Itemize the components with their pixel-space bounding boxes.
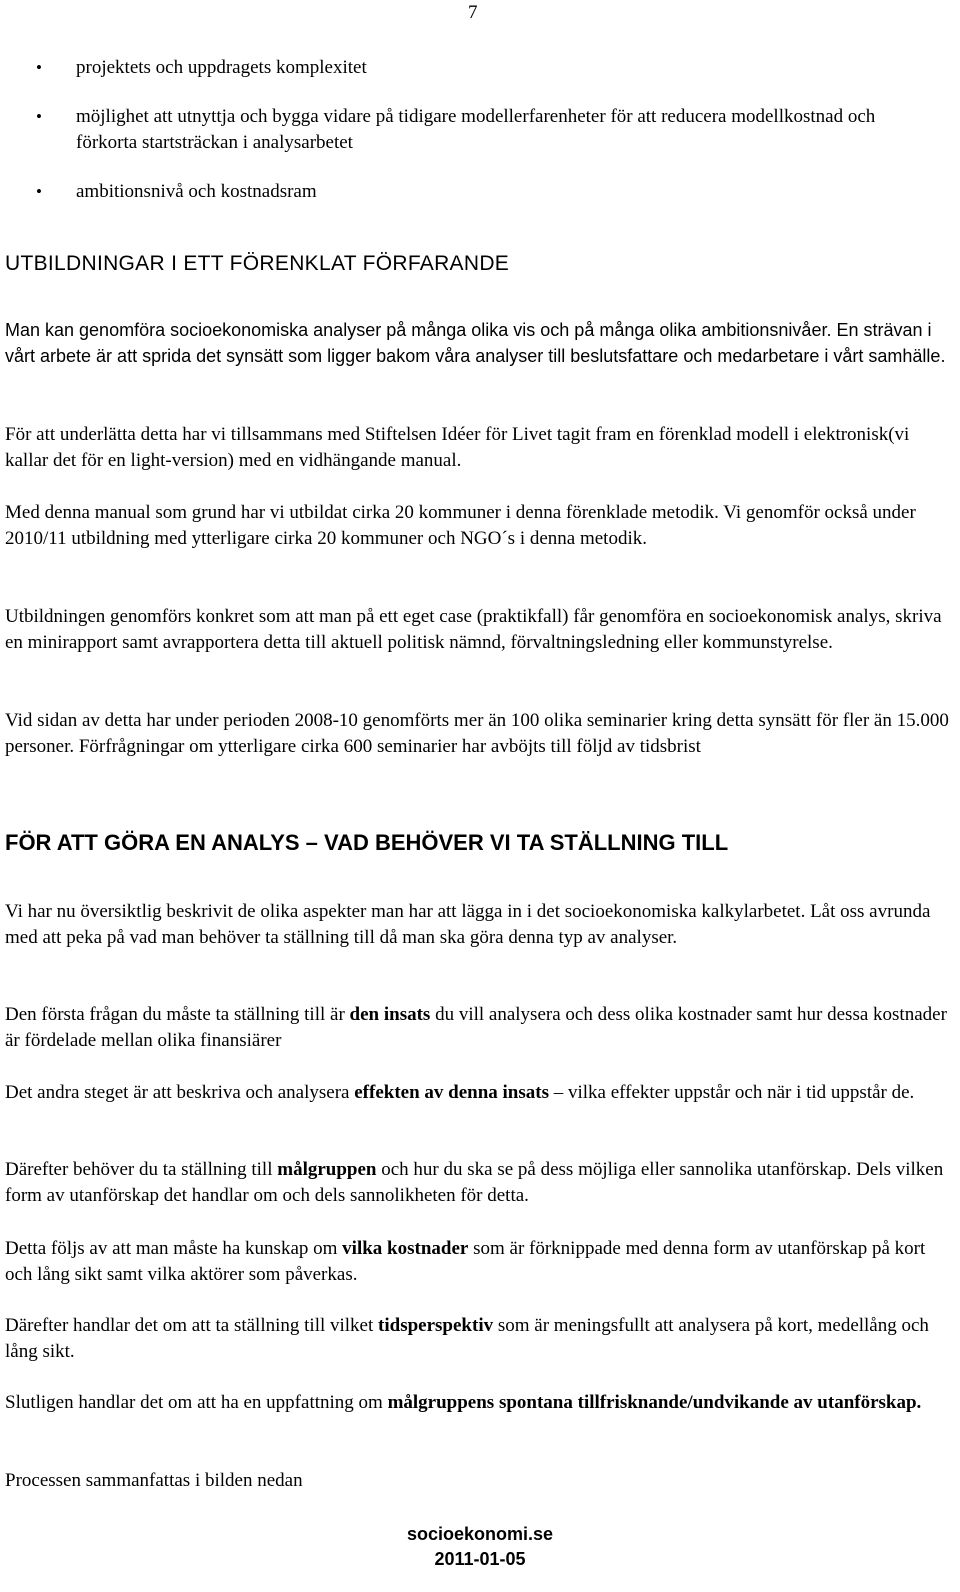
paragraph-tidsperspektiv (5, 1313, 950, 1365)
page-number: 7 (468, 2, 478, 23)
emphasis-malgruppen: målgruppen (277, 1159, 377, 1180)
paragraph-malgruppen (5, 1157, 950, 1209)
text-segment: och hur du ska se på dess möjliga eller sannolika utanförskap. Dels vilken form av utanförskap det handlar om och dels sannolikheten för detta. (5, 1159, 944, 1206)
paragraph-processen: Processen sammanfattas i bilden nedan (5, 1470, 303, 1491)
emphasis-effekten: effekten av denna insats (354, 1082, 549, 1103)
list-item (36, 179, 916, 205)
text-segment: – vilka effekter uppstår och när i tid uppstår de. (549, 1082, 915, 1103)
text-segment: Därefter handlar det om att ta ställning till vilket (5, 1315, 379, 1336)
text-segment: Därefter behöver du ta ställning till (5, 1159, 278, 1180)
text-segment: du vill analysera och dess olika kostnader samt hur dessa kostnader är fördelade mellan olika finansiärer (5, 1004, 947, 1051)
footer-date: 2011-01-05 (434, 1549, 526, 1569)
paragraph-seminarier: Vid sidan av detta har under perioden 2008-10 genomförts mer än 100 olika seminarier kring detta synsätt för fler än 15.000 personer. Förfrågningar om ytterligare cirka 600 seminarier har avböjts till följd av tidsbrist (5, 710, 949, 757)
text-segment: Det andra steget är att beskriva och analysera (5, 1082, 355, 1103)
paragraph-kostnader (5, 1236, 950, 1288)
list-item-text: möjlighet att utnyttja och bygga vidare på tidigare modellerfarenheter för att reducera modellkostnad och förkorta startsträckan i analysarbetet (76, 106, 876, 153)
paragraph-effekten (5, 1080, 950, 1106)
list-item (36, 104, 916, 156)
paragraph-light-version: För att underlätta detta har vi tillsammans med Stiftelsen Idéer för Livet tagit fram en förenklad modell i elektronisk(vi kallar det för en light-version) med en vidhängande manual. (5, 424, 910, 471)
text-segment: som är meningsfullt att analysera på kort, medellång och lång sikt. (5, 1315, 929, 1362)
list-item-text: ambitionsnivå och kostnadsram (76, 181, 317, 202)
paragraph-manual: Med denna manual som grund har vi utbildat cirka 20 kommuner i denna förenklade metodik. Vi genomför också under 2010/11 utbildning med ytterligare cirka 20 kommuner och NGO´s i denna metodik. (5, 502, 916, 549)
paragraph-insats (5, 1002, 950, 1054)
text-segment: Den första frågan du måste ta ställning till är (5, 1004, 350, 1025)
emphasis-tillfrisknande: målgruppens spontana tillfrisknande/undvikande av utanförskap. (387, 1392, 922, 1413)
paragraph-slutligen (5, 1390, 950, 1416)
paragraph-intro (5, 317, 950, 369)
section-heading-utbildningar: UTBILDNINGAR I ETT FÖRENKLAT FÖRFARANDE (5, 252, 510, 275)
paragraph-oversikt: Vi har nu översiktlig beskrivit de olika aspekter man har att lägga in i det socioekonomiska kalkylarbetet. Låt oss avrunda med att peka på vad man behöver ta ställning till då man ska göra denna typ av analyser. (5, 901, 931, 948)
footer-site: socioekonomi.se (406, 1524, 554, 1544)
bullet-icon: • (36, 182, 42, 201)
paragraph-intro-part1: Man kan genomföra socioekonomiska analyser på många olika vis och på många olika ambitionsnivåer. (5, 320, 832, 340)
text-segment: Detta följs av att man måste ha kunskap om (5, 1238, 343, 1259)
list-item (36, 55, 916, 81)
paragraph-intro-part2: En strävan i vårt arbete är att sprida det synsätt som ligger bakom våra analyser till beslutsfattare och medarbetare i vårt samhälle. (5, 320, 946, 366)
bullet-list (36, 55, 916, 228)
text-segment: Slutligen handlar det om att ha en uppfattning om (5, 1392, 388, 1413)
section-heading-analys: FÖR ATT GÖRA EN ANALYS – VAD BEHÖVER VI TA STÄLLNING TILL (5, 830, 729, 855)
bullet-icon: • (36, 58, 42, 77)
emphasis-tidsperspektiv: tidsperspektiv (378, 1315, 494, 1336)
emphasis-kostnader: vilka kostnader (342, 1238, 469, 1259)
bullet-icon: • (36, 107, 42, 126)
emphasis-insats: den insats (349, 1004, 431, 1025)
list-item-text: projektets och uppdragets komplexitet (76, 57, 367, 78)
text-segment: som är förknippade med denna form av utanförskap på kort och lång sikt samt vilka aktörer som påverkas. (5, 1238, 926, 1285)
paragraph-utbildningen: Utbildningen genomförs konkret som att man på ett eget case (praktikfall) får genomföra en socioekonomisk analys, skriva en minirapport samt avrapportera detta till aktuell politisk nämnd, förvaltningsledning eller kommunstyrelse. (5, 606, 942, 653)
